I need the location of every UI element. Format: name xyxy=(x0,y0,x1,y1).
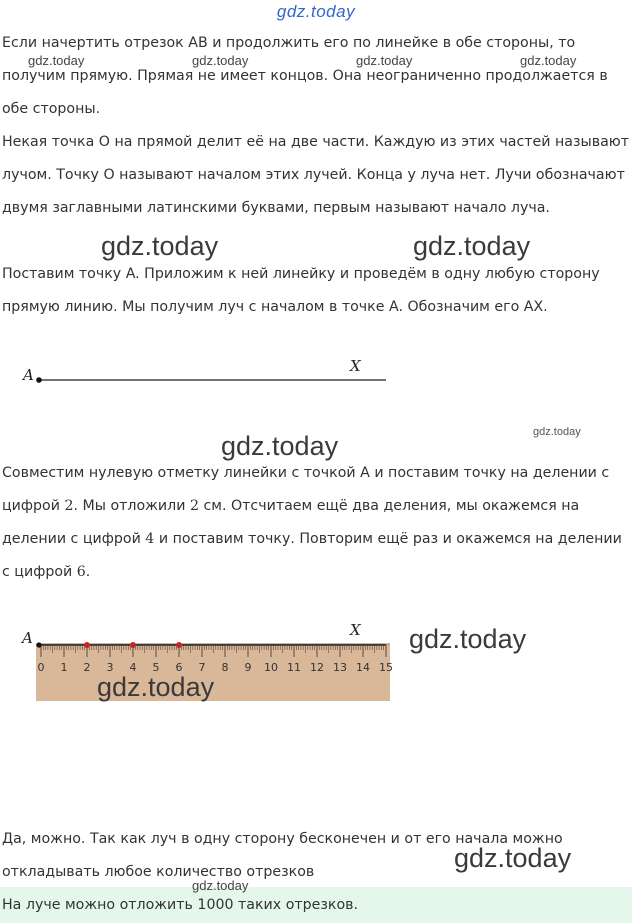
paragraph-line-definition: Если начертить отрезок AB и продолжить его по линейке в обе стороны, то получим прямую. Прямая не имеет концов. Она неограниченно продолжается в обе стороны. xyxy=(2,35,608,117)
ruler-number: 11 xyxy=(287,661,301,674)
point-x-label: X xyxy=(350,357,361,375)
p4-text-3: см. Отсчитаем ещё два деления, мы окажемся на делении с цифрой xyxy=(2,498,580,547)
marked-point xyxy=(84,642,90,648)
watermark: gdz.today xyxy=(356,53,413,68)
watermark: gdz.today xyxy=(28,53,85,68)
paragraph-ruler-measurement xyxy=(2,457,630,589)
p4-text-4: и поставим точку. Повторим ещё раз и окажемся на делении с цифрой xyxy=(2,531,622,580)
ruler-number: 3 xyxy=(106,661,114,674)
marked-point xyxy=(130,642,136,648)
p4-text-5: . xyxy=(85,564,91,580)
ruler-number: 7 xyxy=(198,661,206,674)
ruler-number: 12 xyxy=(310,661,324,674)
watermark: gdz.today xyxy=(413,231,531,261)
ruler-number: 8 xyxy=(221,661,229,674)
watermark: gdz.today xyxy=(192,53,249,68)
ruler-number: 5 xyxy=(152,661,160,674)
ruler-point-a-dot xyxy=(36,642,41,647)
point-a-label: A xyxy=(23,366,34,384)
p4-number-4: 4 xyxy=(145,531,155,547)
ruler-number: 2 xyxy=(83,661,91,674)
ruler-number: 6 xyxy=(175,661,183,674)
ray-ax-figure xyxy=(0,352,400,392)
paragraph-ray-construction: Поставим точку A. Приложим к ней линейку и проведём в одну любую сторону прямую линию. Мы получим луч с началом в точке A. Обозначим его AX. xyxy=(2,266,600,315)
ruler-point-a-label: A xyxy=(22,629,33,647)
p4-number-2: 2 xyxy=(64,498,74,514)
ruler-number: 1 xyxy=(60,661,68,674)
ruler-number: 0 xyxy=(37,661,45,674)
watermark: gdz.today xyxy=(533,426,581,438)
ruler-point-x-label: X xyxy=(350,621,361,639)
point-a-dot xyxy=(36,377,42,383)
watermark: gdz.today xyxy=(409,624,527,654)
marked-point xyxy=(176,642,182,648)
watermark: gdz.today xyxy=(454,843,572,873)
answer-box: На луче можно отложить 1000 таких отрезков. xyxy=(0,887,632,923)
ruler-number: 9 xyxy=(244,661,252,674)
site-logo[interactable]: gdz.today xyxy=(276,2,356,21)
p4-number-2cm: 2 xyxy=(189,498,199,514)
ruler-number: 13 xyxy=(333,661,347,674)
p4-text-1: Совместим нулевую отметку линейки с точкой A и поставим точку на делении с цифрой xyxy=(2,465,610,514)
p4-text-2: . Мы отложили xyxy=(73,498,190,514)
p4-number-6: 6 xyxy=(76,564,86,580)
watermark: gdz.today xyxy=(97,672,215,702)
paragraph-answer-explanation: Да, можно. Так как луч в одну сторону бесконечен и от его начала можно откладывать любое количество отрезков xyxy=(2,831,563,880)
ruler-number: 15 xyxy=(379,661,393,674)
watermark: gdz.today xyxy=(101,231,219,261)
paragraph-ray-definition: Некая точка O на прямой делит её на две части. Каждую из этих частей называют лучом. Точку O называют началом этих лучей. Конца у луча нет. Лучи обозначают двумя заглавными латинскими буквами, первым называют начало луча. xyxy=(2,134,629,216)
ruler-number: 10 xyxy=(264,661,278,674)
ruler-number: 4 xyxy=(129,661,137,674)
watermark: gdz.today xyxy=(221,431,339,461)
ruler-number: 14 xyxy=(356,661,370,674)
watermark: gdz.today xyxy=(192,878,249,893)
watermark: gdz.today xyxy=(520,53,577,68)
